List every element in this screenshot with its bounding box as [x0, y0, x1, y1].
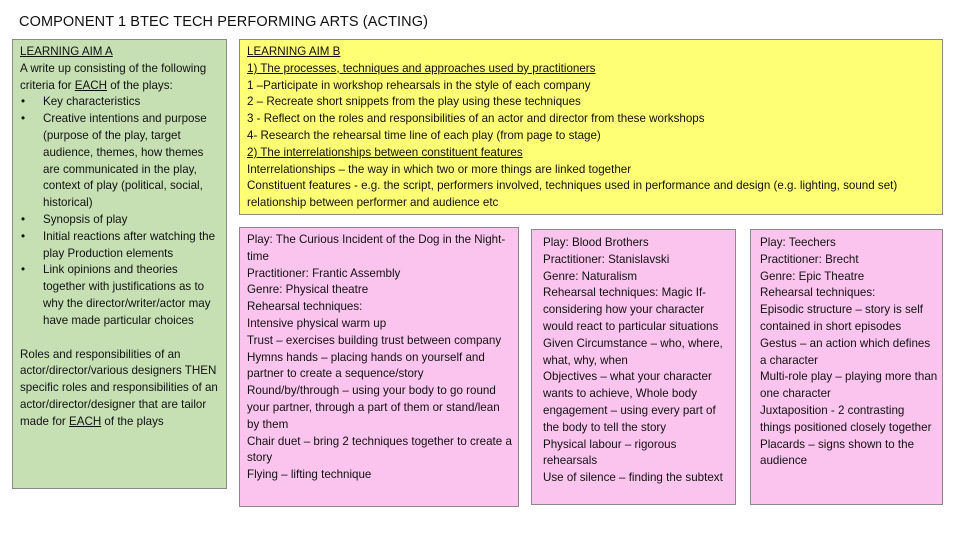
play-line: Flying – lifting technique [247, 468, 372, 482]
play-line: Objectives – what your character wants to achieve, Whole body engagement – using every part of the body to tell the story [543, 370, 716, 434]
aim-b-line: 4- Research the rehearsal time line of each play (from page to stage) [247, 128, 601, 142]
play-panel-blood-brothers [531, 229, 736, 505]
play-panel-teechers [750, 229, 943, 505]
aim-b-subheading-2: 2) The interrelationships between constituent features [247, 145, 523, 159]
aim-b-heading: LEARNING AIM B [247, 45, 341, 58]
aim-a-criteria-list [20, 94, 221, 329]
play-line: Genre: Naturalism [543, 269, 638, 283]
play-line: Play: Teechers [760, 236, 836, 249]
play-line: Episodic structure – story is self contained in short episodes [760, 303, 924, 333]
aim-b-subheading-1: 1) The processes, techniques and approaches used by practitioners [247, 61, 596, 75]
aim-b-line: 1 –Participate in workshop rehearsals in the style of each company [247, 78, 591, 92]
aim-b-line: 3 - Reflect on the roles and responsibilities of an actor and director from these workshops [247, 112, 705, 126]
play-line: Trust – exercises building trust between company [247, 333, 502, 347]
play-line: Intensive physical warm up [247, 316, 387, 330]
play-line: Juxtaposition - 2 contrasting things positioned closely together [760, 403, 932, 434]
learning-aim-b-panel [239, 39, 943, 215]
list-item: • Key characteristics [20, 94, 221, 111]
play-line: Round/by/through – using your body to go round your partner, through a part of them or stand/lean by them [247, 384, 500, 431]
list-item: • Synopsis of play [20, 212, 221, 229]
list-item: • Initial reactions after watching the play Production elements [20, 229, 221, 263]
aim-b-line: Constituent features - e.g. the script, performers involved, techniques used in performance and design (e.g. lighting, sound set) relationship between performer and audience etc [247, 179, 898, 210]
play-line: Use of silence – finding the subtext [543, 471, 723, 485]
play-line: Physical labour – rigorous rehearsals [543, 437, 677, 468]
aim-b-line: Interrelationships – the way in which two or more things are linked together [247, 162, 632, 176]
play-line: Rehearsal techniques: Magic If- considering how your character would react to particular situations Given Circumstance – who, where, what, why, when [543, 286, 723, 367]
aim-a-heading: LEARNING AIM A [20, 45, 113, 58]
list-item: • Link opinions and theories together with justifications as to why the director/writer/actor may have made particular choices [20, 262, 221, 329]
play-line: Placards – signs shown to the audience [760, 437, 915, 468]
aim-a-intro: A write up consisting of the following criteria for EACH of the plays: [20, 61, 207, 92]
play-line: Rehearsal techniques: [760, 286, 876, 300]
list-item: • Creative intentions and purpose (purpose of the play, target audience, themes, how themes are communicated in the play, context of play (political, social, historical) [20, 111, 221, 212]
play-line: Rehearsal techniques: [247, 300, 363, 314]
learning-aim-a-panel [12, 39, 227, 489]
play-line: Hymns hands – placing hands on yourself and partner to create a sequence/story [247, 350, 485, 381]
play-line: Multi-role play – playing more than one character [760, 370, 938, 401]
page-title: COMPONENT 1 BTEC TECH PERFORMING ARTS (ACTING) [19, 14, 429, 30]
play-line: Practitioner: Frantic Assembly [247, 266, 401, 280]
play-line: Practitioner: Brecht [760, 252, 859, 266]
play-line: Genre: Physical theatre [247, 283, 369, 297]
play-line: Gestus – an action which defines a character [760, 336, 931, 367]
play-line: Play: Blood Brothers [543, 236, 649, 249]
play-line: Practitioner: Stanislavski [543, 252, 670, 266]
play-line: Play: The Curious Incident of the Dog in the Night-time [247, 233, 506, 263]
play-line: Genre: Epic Theatre [760, 269, 865, 283]
play-panel-curious-incident [239, 227, 519, 507]
aim-b-line: 2 – Recreate short snippets from the play using these techniques [247, 95, 581, 109]
play-line: Chair duet – bring 2 techniques together to create a story [247, 434, 512, 465]
aim-a-roles: Roles and responsibilities of an actor/director/various designers THEN specific roles and responsibilities of an actor/director/designer that are tailor made for EACH of the plays [20, 347, 218, 428]
